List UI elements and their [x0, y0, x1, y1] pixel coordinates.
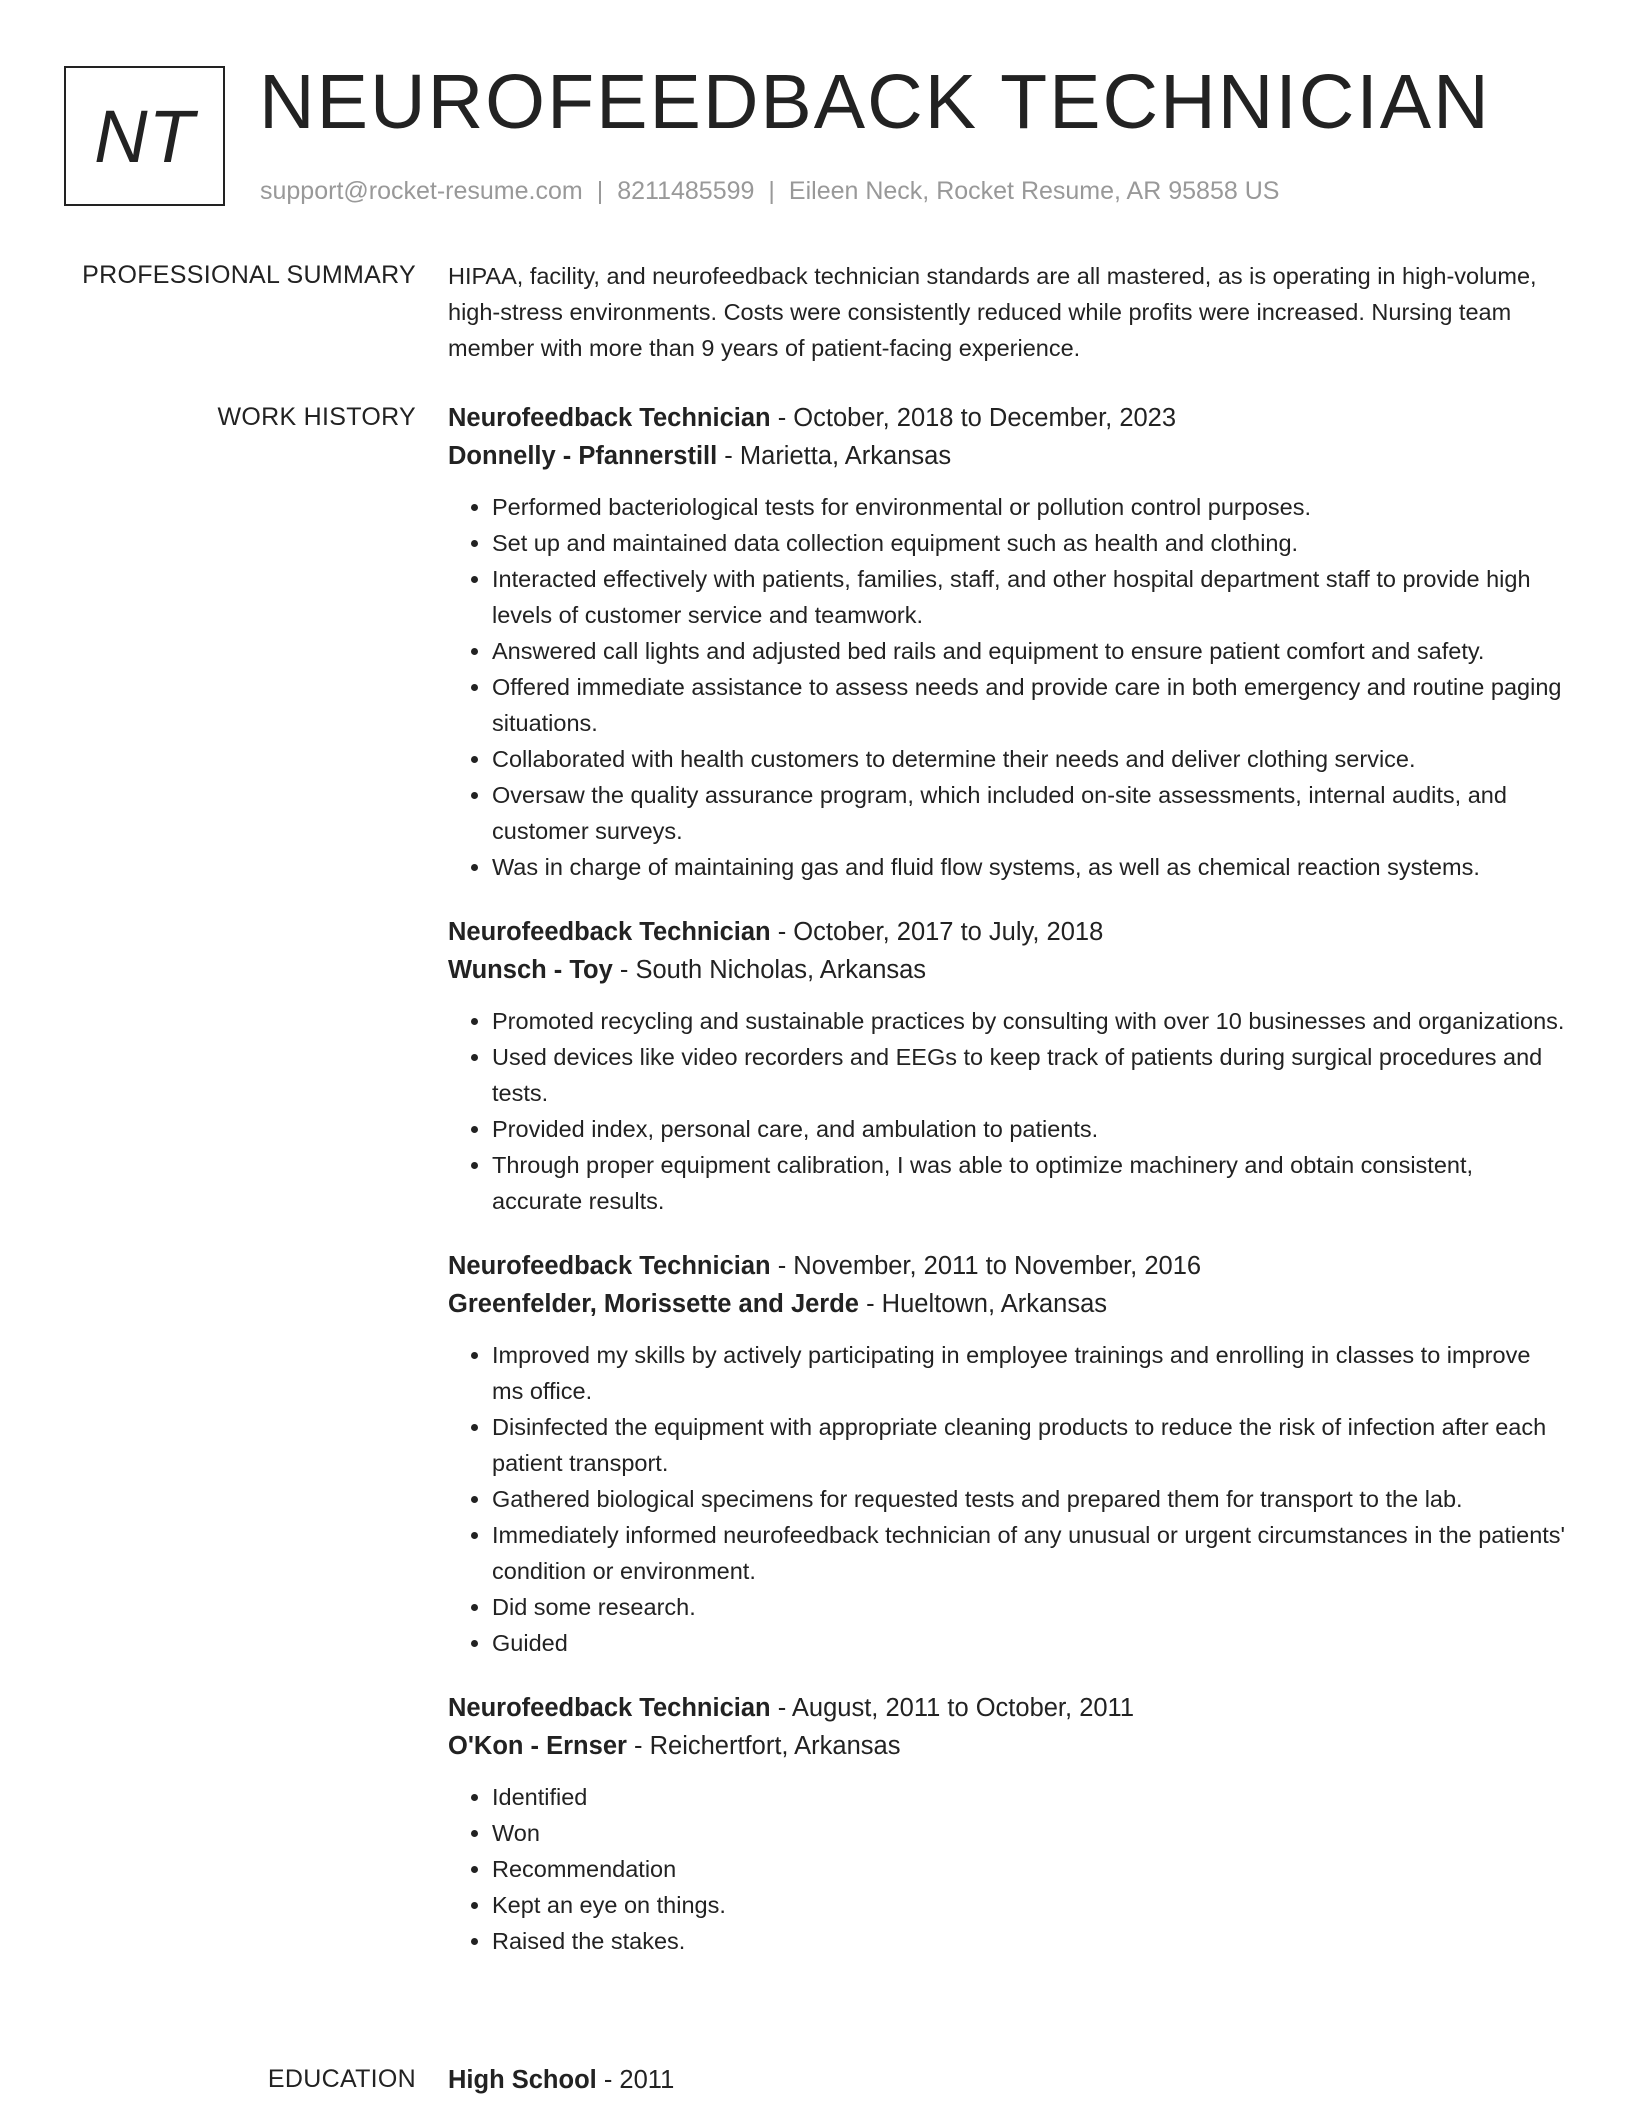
- job-entry: [448, 1689, 1568, 1959]
- summary-section-label: PROFESSIONAL SUMMARY: [82, 261, 416, 289]
- job-title-line: Neurofeedback Technician - October, 2018 to December, 2023: [448, 404, 1177, 432]
- job-bullet: • Was in charge of maintaining gas and fluid flow systems, as well as chemical reaction systems.: [492, 849, 1568, 885]
- job-bullets: [448, 1003, 1568, 1219]
- job-company-line: Donnelly - Pfannerstill - Marietta, Arkansas: [448, 442, 952, 470]
- job-company-line: Greenfelder, Morissette and Jerde - Hueltown, Arkansas: [448, 1290, 1108, 1318]
- education-degree: High School: [448, 2066, 597, 2094]
- job-dates: October, 2017 to July, 2018: [793, 918, 1104, 946]
- job-title-line: Neurofeedback Technician - August, 2011 to October, 2011: [448, 1694, 1135, 1722]
- job-bullet: • Through proper equipment calibration, I was able to optimize machinery and obtain consistent, accurate results.: [492, 1147, 1568, 1219]
- job-bullet: • Oversaw the quality assurance program, which included on-site assessments, internal audits, and customer surveys.: [492, 777, 1568, 849]
- job-bullet: • Collaborated with health customers to determine their needs and deliver clothing service.: [492, 741, 1568, 777]
- job-bullet: • Won: [492, 1815, 1568, 1851]
- contact-separator: |: [596, 177, 604, 205]
- job-bullet: • Provided index, personal care, and ambulation to patients.: [492, 1111, 1568, 1147]
- job-company-line: Wunsch - Toy - South Nicholas, Arkansas: [448, 956, 927, 984]
- contact-line: [260, 174, 1279, 208]
- contact-separator: |: [768, 177, 775, 205]
- job-company-line: O'Kon - Ernser - Reichertfort, Arkansas: [448, 1732, 901, 1760]
- job-title: Neurofeedback Technician: [448, 1252, 771, 1280]
- job-title: Neurofeedback Technician: [448, 404, 771, 432]
- resume-title: NEUROFEEDBACK TECHNICIAN: [259, 59, 1491, 145]
- job-entry: [448, 1247, 1568, 1661]
- job-dates: October, 2018 to December, 2023: [793, 404, 1177, 432]
- job-title: Neurofeedback Technician: [448, 918, 771, 946]
- job-bullet: • Did some research.: [492, 1589, 1568, 1625]
- job-bullet: • Identified: [492, 1779, 1568, 1815]
- job-entry: [448, 399, 1568, 885]
- job-bullets: [448, 1337, 1568, 1661]
- job-bullet: • Kept an eye on things.: [492, 1887, 1568, 1923]
- job-title: Neurofeedback Technician: [448, 1694, 771, 1722]
- job-bullet: • Offered immediate assistance to assess needs and provide care in both emergency and routine paging situations.: [492, 669, 1568, 741]
- work-history-section-label: WORK HISTORY: [217, 403, 416, 431]
- education-year: 2011: [619, 2066, 675, 2094]
- job-location: Reichertfort, Arkansas: [649, 1732, 901, 1760]
- job-bullet: • Disinfected the equipment with appropriate cleaning products to reduce the risk of infection after each patient transport.: [492, 1409, 1568, 1481]
- education-body: [448, 2061, 1568, 2099]
- job-bullet: • Recommendation: [492, 1851, 1568, 1887]
- job-bullet: • Performed bacteriological tests for environmental or pollution control purposes.: [492, 489, 1568, 525]
- job-dates: November, 2011 to November, 2016: [793, 1252, 1202, 1280]
- job-company: Greenfelder, Morissette and Jerde: [448, 1290, 859, 1318]
- job-bullet: • Improved my skills by actively participating in employee trainings and enrolling in classes to improve ms office.: [492, 1337, 1568, 1409]
- job-bullet: • Answered call lights and adjusted bed rails and equipment to ensure patient comfort and safety.: [492, 633, 1568, 669]
- education-degree-line: High School - 2011: [448, 2066, 675, 2094]
- job-location: Hueltown, Arkansas: [881, 1290, 1108, 1318]
- summary-body: [448, 258, 1568, 366]
- job-bullet: • Guided: [492, 1625, 1568, 1661]
- education-section-label: EDUCATION: [267, 2065, 416, 2093]
- job-dates: August, 2011 to October, 2011: [791, 1694, 1135, 1722]
- job-company: Wunsch - Toy: [448, 956, 613, 984]
- job-location: South Nicholas, Arkansas: [635, 956, 927, 984]
- job-bullet: • Immediately informed neurofeedback technician of any unusual or urgent circumstances in the patients' condition or environment.: [492, 1517, 1568, 1589]
- contact-email[interactable]: support@rocket-resume.com: [260, 177, 583, 205]
- job-bullets: [448, 489, 1568, 885]
- job-title-line: Neurofeedback Technician - October, 2017 to July, 2018: [448, 918, 1104, 946]
- monogram-initials: NT: [64, 66, 225, 206]
- job-bullet: • Promoted recycling and sustainable practices by consulting with over 10 businesses and organizations.: [492, 1003, 1568, 1039]
- job-location: Marietta, Arkansas: [739, 442, 952, 470]
- job-company: Donnelly - Pfannerstill: [448, 442, 718, 470]
- contact-phone[interactable]: 8211485599: [617, 177, 755, 205]
- job-bullet: • Interacted effectively with patients, families, staff, and other hospital department staff to provide high levels of customer service and teamwork.: [492, 561, 1568, 633]
- work-history-body: [448, 399, 1568, 1987]
- job-company: O'Kon - Ernser: [448, 1732, 627, 1760]
- job-bullet: • Raised the stakes.: [492, 1923, 1568, 1959]
- job-bullet: • Gathered biological specimens for requested tests and prepared them for transport to the lab.: [492, 1481, 1568, 1517]
- job-bullet: • Used devices like video recorders and EEGs to keep track of patients during surgical procedures and tests.: [492, 1039, 1568, 1111]
- job-title-line: Neurofeedback Technician - November, 2011 to November, 2016: [448, 1252, 1202, 1280]
- summary-text: HIPAA, facility, and neurofeedback technician standards are all mastered, as is operating in high-volume, high-stress environments. Costs were consistently reduced while profits were increased. Nursing team member with more than 9 years of patient-facing experience.: [448, 263, 1537, 361]
- job-entry: [448, 913, 1568, 1219]
- job-bullet: • Set up and maintained data collection equipment such as health and clothing.: [492, 525, 1568, 561]
- contact-address: Eileen Neck, Rocket Resume, AR 95858 US: [788, 177, 1280, 205]
- job-bullets: [448, 1779, 1568, 1959]
